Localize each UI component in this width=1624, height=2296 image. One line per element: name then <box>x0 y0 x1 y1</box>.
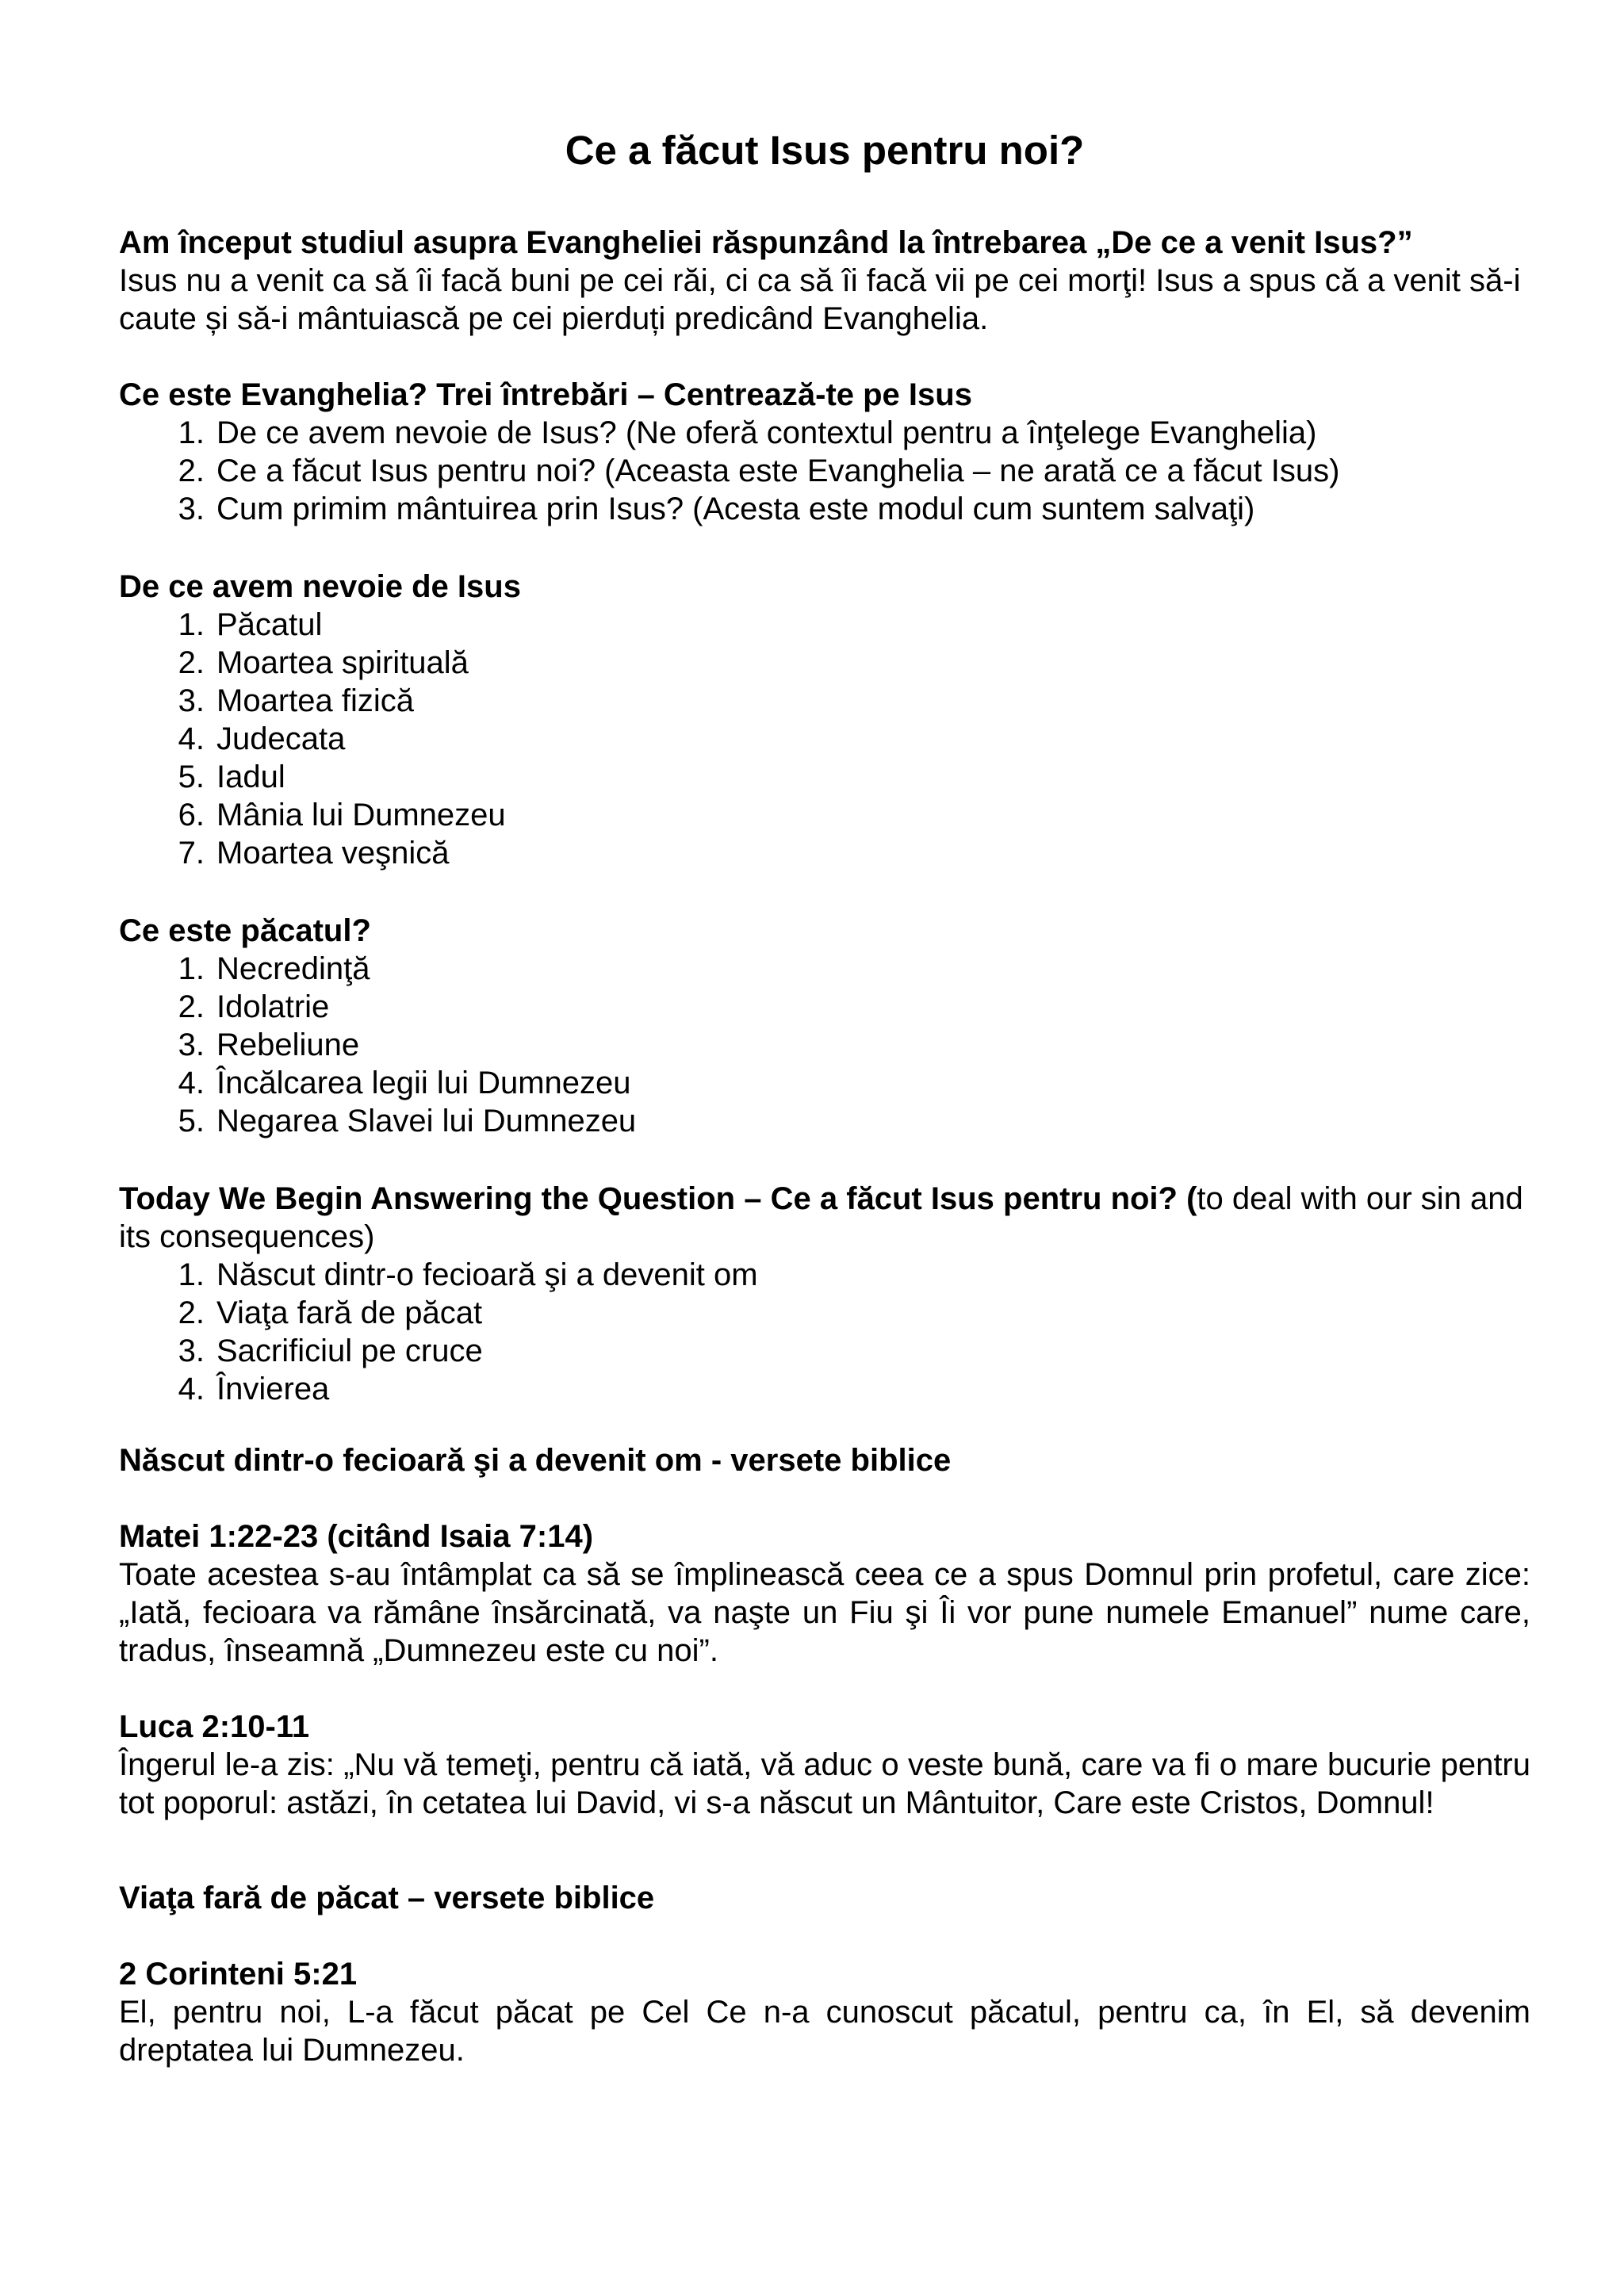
intro-block <box>119 224 1530 338</box>
list-item: 4. Încălcarea legii lui Dumnezeu <box>178 1066 631 1100</box>
list-item: 3. Rebeliune <box>178 1027 360 1062</box>
verse-block <box>119 1955 1530 2069</box>
numbered-list <box>119 950 1530 1140</box>
verse-text: Toate acestea s-au întâmplat ca să se împlinească ceea ce a spus Domnul prin profetul, care zice: „Iată, fecioara va rămâne însărcinată, va naşte un Fiu şi Îi vor pune numele Emanuel” nume care, tradus, înseamnă „Dumnezeu este cu noi”. <box>119 1557 1530 1668</box>
list-item: 1. Născut dintr-o fecioară şi a devenit om <box>178 1257 758 1292</box>
section-why-need-jesus <box>119 568 1530 872</box>
section-sinless-life-verses <box>119 1879 1530 1917</box>
section-heading: Născut dintr-o fecioară şi a devenit om - versete biblice <box>119 1443 952 1478</box>
list-item: 2. Idolatrie <box>178 989 330 1024</box>
section-today-we-begin <box>119 1180 1530 1408</box>
section-heading: Viaţa fară de păcat – versete biblice <box>119 1881 655 1915</box>
list-item: 4. Învierea <box>178 1372 330 1406</box>
list-item: 2. Moartea spirituală <box>178 645 469 680</box>
section-gospel-questions <box>119 376 1530 528</box>
section-heading: Ce este păcatul? <box>119 913 371 948</box>
page-title: Ce a făcut Isus pentru noi? <box>565 128 1085 173</box>
list-item: 2. Viaţa fară de păcat <box>178 1295 483 1330</box>
list-item: 1. De ce avem nevoie de Isus? (Ne oferă contextul pentru a înţelege Evanghelia) <box>178 415 1317 450</box>
list-item: 3. Sacrificiul pe cruce <box>178 1334 483 1368</box>
list-item: 5. Iadul <box>178 760 285 794</box>
section-heading: De ce avem nevoie de Isus <box>119 569 521 604</box>
section-virgin-birth-verses <box>119 1441 1530 1479</box>
list-item: 2. Ce a făcut Isus pentru noi? (Aceasta este Evanghelia – ne arată ce a făcut Isus) <box>178 453 1340 488</box>
list-item: 1. Păcatul <box>178 607 323 642</box>
list-item: 5. Negarea Slavei lui Dumnezeu <box>178 1104 637 1138</box>
list-item: 6. Mânia lui Dumnezeu <box>178 798 506 832</box>
verse-text: Îngerul le-a zis: „Nu vă temeţi, pentru că iată, vă aduc o veste bună, care va fi o mare bucurie pentru tot poporul: astăzi, în cetatea lui David, vi s-a născut un Mântuitor, Care este Cristos, Domnul! <box>119 1747 1530 1820</box>
numbered-list <box>119 606 1530 872</box>
list-item: 7. Moartea veşnică <box>178 836 450 871</box>
numbered-list <box>119 414 1530 528</box>
section-what-is-sin <box>119 912 1530 1140</box>
section-heading: Today We Begin Answering the Question – Ce a făcut Isus pentru noi? (to deal with our sin and its consequences) <box>119 1181 1523 1254</box>
list-item: 3. Moartea fizică <box>178 683 414 718</box>
verse-reference: Matei 1:22-23 (citând Isaia 7:14) <box>119 1519 594 1554</box>
list-item: 1. Necredinţă <box>178 951 370 986</box>
verse-reference: Luca 2:10-11 <box>119 1709 310 1744</box>
section-heading: Ce este Evanghelia? Trei întrebări – Centrează-te pe Isus <box>119 377 972 412</box>
list-item: 4. Judecata <box>178 721 346 756</box>
verse-reference: 2 Corinteni 5:21 <box>119 1957 358 1992</box>
intro-heading: Am început studiul asupra Evangheliei răspunzând la întrebarea „De ce a venit Isus?” <box>119 225 1413 260</box>
verse-block <box>119 1708 1530 1822</box>
numbered-list <box>119 1256 1530 1408</box>
intro-text: Isus nu a venit ca să îi facă buni pe cei răi, ci ca să îi facă vii pe cei morţi! Isus a spus că a venit să-i caute și să-i mântuiască pe cei pierduți predicând Evanghelia. <box>119 263 1521 336</box>
list-item: 3. Cum primim mântuirea prin Isus? (Acesta este modul cum suntem salvaţi) <box>178 492 1255 526</box>
verse-block <box>119 1517 1530 1670</box>
verse-text: El, pentru noi, L-a făcut păcat pe Cel Ce n-a cunoscut păcatul, pentru ca, în El, să devenim dreptatea lui Dumnezeu. <box>119 1995 1530 2068</box>
